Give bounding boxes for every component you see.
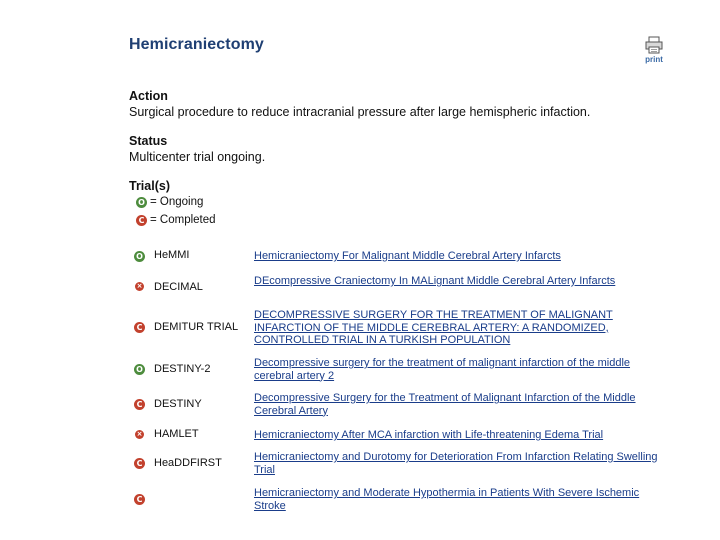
trial-name: DESTINY-2 (154, 362, 211, 375)
trial-link[interactable]: Hemicraniectomy and Moderate Hypothermia in Patients With Severe Ischemic Stroke (254, 487, 640, 512)
status-section (129, 133, 265, 165)
print-label[interactable]: print (645, 55, 663, 64)
print-button[interactable] (641, 36, 667, 64)
trials-heading: Trial(s) (129, 179, 170, 193)
trial-link[interactable]: Decompressive Surgery for the Treatment of Malignant Infarction of the Middle Cerebral Artery (254, 392, 636, 417)
terminated-status-icon: × (136, 282, 143, 290)
trial-name: HeaDDFIRST (154, 456, 222, 469)
completed-status-icon: C (134, 458, 145, 469)
completed-status-icon: C (134, 322, 145, 333)
page-title: Hemicraniectomy (129, 36, 264, 53)
legend-completed-label: = Completed (150, 214, 216, 226)
legend-ongoing (136, 196, 203, 208)
trial-name: DESTINY (154, 397, 202, 410)
status-heading: Status (129, 134, 168, 148)
completed-status-icon: C (134, 494, 145, 505)
trial-link[interactable]: DEcompressive Craniectomy In MALignant Middle Cerebral Artery Infarcts (254, 275, 616, 287)
completed-status-icon: C (134, 399, 145, 410)
trial-link[interactable]: Hemicraniectomy After MCA infarction with Life-threatening Edema Trial (254, 429, 604, 441)
action-section (129, 88, 590, 120)
legend-completed (136, 214, 216, 226)
terminated-status-icon: × (136, 429, 143, 438)
trial-name: DEMITUR TRIAL (154, 320, 239, 333)
trial-link[interactable]: Hemicraniectomy and Durotomy for Deterioration From Infarction Relating Swelling Trial (254, 451, 658, 476)
status-text: Multicenter trial ongoing. (129, 150, 266, 164)
trial-link[interactable]: DECOMPRESSIVE SURGERY FOR THE TREATMENT OF MALIGNANT INFARCTION OF THE MIDDLE CEREBRAL ARTERY: A RANDOMIZED, CONTROLLED TRIAL IN A TURKISH POPULATION (254, 309, 613, 346)
ongoing-status-icon: O (136, 197, 147, 208)
trial-link[interactable]: Hemicraniectomy For Malignant Middle Cerebral Artery Infarcts (254, 250, 561, 262)
ongoing-status-icon: O (134, 251, 145, 262)
action-text: Surgical procedure to reduce intracranial pressure after large hemispheric infaction. (129, 105, 591, 119)
trial-name: HeMMI (154, 249, 190, 262)
trial-name: HAMLET (154, 428, 199, 441)
action-heading: Action (129, 89, 168, 103)
completed-status-icon: C (136, 215, 147, 226)
trial-link[interactable]: Decompressive surgery for the treatment of malignant infarction of the middle cerebral artery 2 (254, 357, 631, 382)
printer-icon (645, 36, 663, 54)
ongoing-status-icon: O (134, 364, 145, 375)
trials-heading-block (129, 178, 170, 194)
trial-name: DECIMAL (154, 280, 203, 293)
legend-ongoing-label: = Ongoing (150, 196, 204, 208)
